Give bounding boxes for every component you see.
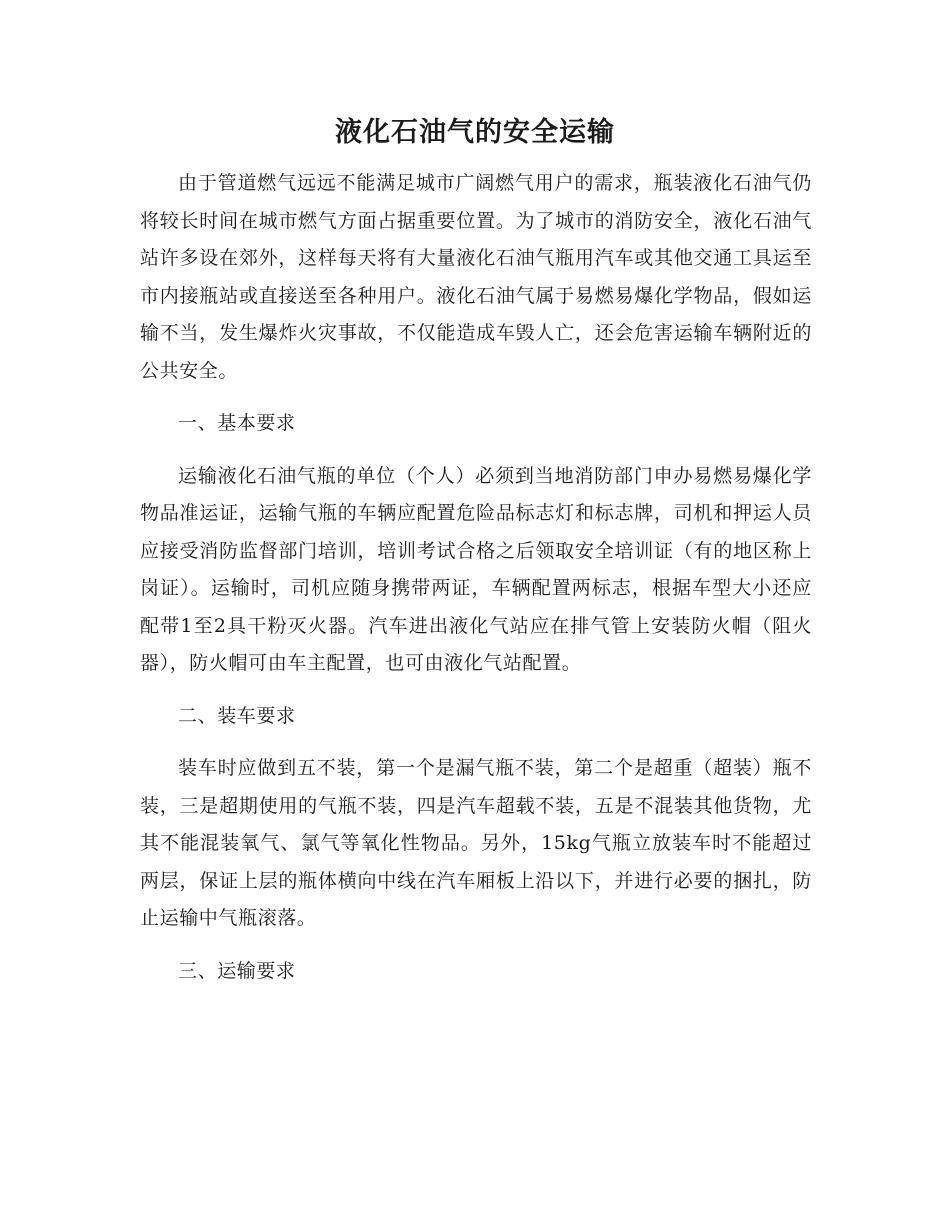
paragraph-spacer (140, 683, 812, 698)
paragraph-spacer (140, 735, 812, 750)
document-title: 液化石油气的安全运输 (335, 117, 615, 148)
section-heading-basic-requirements: 一、基本要求 (178, 412, 296, 434)
section-heading-loading-requirements: 二、装车要求 (178, 704, 296, 727)
document-body (140, 165, 812, 990)
paragraph-spacer (140, 390, 812, 405)
paragraph-spacer (140, 443, 812, 458)
intro-paragraph: 由于管道燃气远远不能满足城市广阔燃气用户的需求，瓶装液化石油气仍将较长时间在城市燃气方面占据重要位置。为了城市的消防安全，液化石油气站许多设在郊外，这样每天将有大量液化石油气瓶用汽车或其他交通工具运至市内接瓶站或直接送至各种用户。液化石油气属于易燃易爆化学物品，假如运输不当，发生爆炸火灾事故，不仅能造成车毁人亡，还会危害运输车辆附近的公共安全。 (140, 172, 812, 382)
section-paragraph-basic-requirements: 运输液化石油气瓶的单位（个人）必须到当地消防部门申办易燃易爆化学物品准运证，运输气瓶的车辆应配置危险品标志灯和标志牌，司机和押运人员应接受消防监督部门培训，培训考试合格之后领取安全培训证（有的地区称上岗证）。运输时，司机应随身携带两证，车辆配置两标志，根据车型大小还应配带1至2具干粉灭火器。汽车进出液化气站应在排气管上安装防火帽（阻火器），防火帽可由车主配置，也可由液化气站配置。 (140, 464, 812, 674)
section-heading-transport-requirements: 三、运输要求 (178, 959, 296, 982)
section-paragraph-loading-requirements: 装车时应做到五不装，第一个是漏气瓶不装，第二个是超重（超装）瓶不装，三是超期使用的气瓶不装，四是汽车超载不装，五是不混装其他货物，尤其不能混装氧气、氯气等氧化性物品。另外，15kg气瓶立放装车时不能超过两层，保证上层的瓶体横向中线在汽车厢板上沿以下，并进行必要的捆扎，防止运输中气瓶滚落。 (140, 757, 812, 929)
paragraph-spacer (140, 938, 812, 953)
